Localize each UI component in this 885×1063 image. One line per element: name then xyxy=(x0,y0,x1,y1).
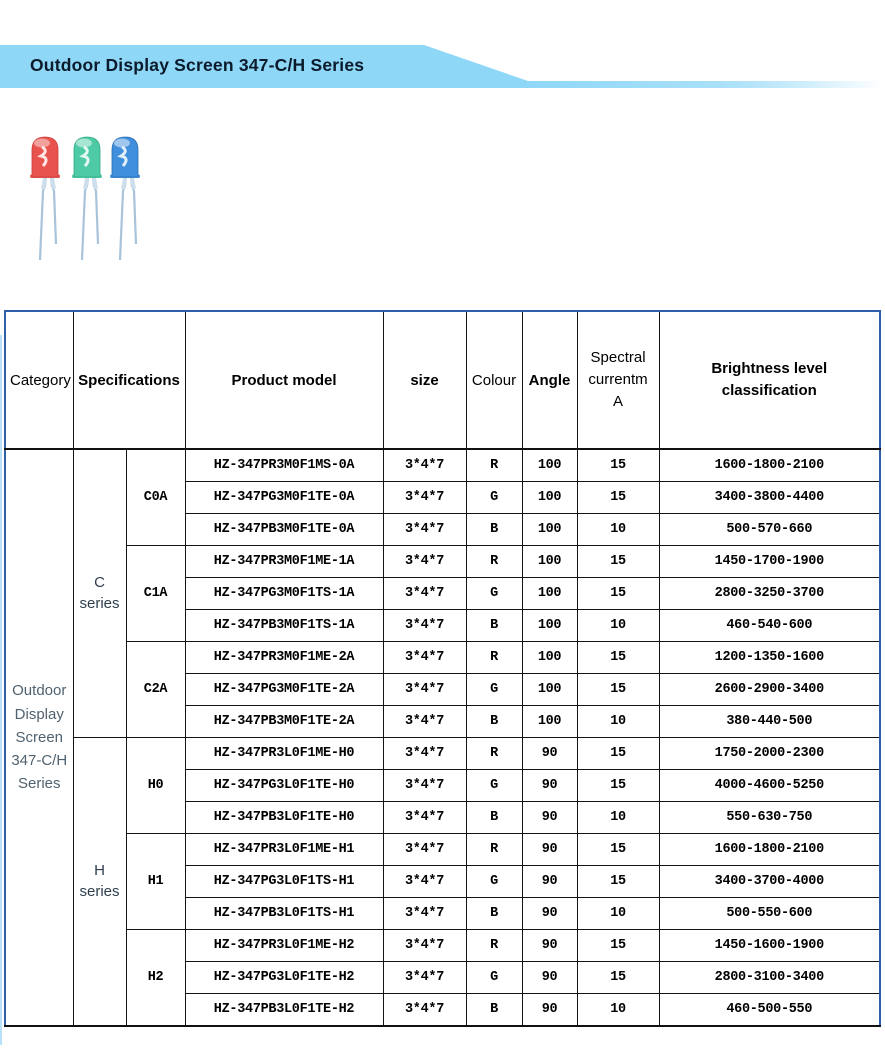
angle-cell: 100 xyxy=(522,578,577,610)
size-cell: 3*4*7 xyxy=(383,834,466,866)
model-cell: HZ-347PR3L0F1ME-H0 xyxy=(185,738,383,770)
col-header-spectral: Spectral currentmA xyxy=(577,311,659,449)
subgroup-cell-h1: H1 xyxy=(126,834,185,930)
spectral-cell: 15 xyxy=(577,770,659,802)
subgroup-cell-c2a: C2A xyxy=(126,642,185,738)
subgroup-cell-h2: H2 xyxy=(126,930,185,1027)
size-cell: 3*4*7 xyxy=(383,578,466,610)
colour-cell: R xyxy=(466,738,522,770)
spectral-cell: 10 xyxy=(577,802,659,834)
angle-cell: 100 xyxy=(522,449,577,482)
table-row xyxy=(5,738,880,770)
spectral-cell: 10 xyxy=(577,514,659,546)
spectral-cell: 15 xyxy=(577,930,659,962)
spectral-cell: 10 xyxy=(577,610,659,642)
angle-cell: 100 xyxy=(522,706,577,738)
blue-led-icon xyxy=(110,137,140,260)
brightness-cell: 1750-2000-2300 xyxy=(659,738,880,770)
spectral-cell: 10 xyxy=(577,898,659,930)
size-cell: 3*4*7 xyxy=(383,674,466,706)
model-cell: HZ-347PB3L0F1TE-H0 xyxy=(185,802,383,834)
series-cell-c: C series xyxy=(73,449,126,738)
col-header-colour: Colour xyxy=(466,311,522,449)
brightness-cell: 1200-1350-1600 xyxy=(659,642,880,674)
spectral-cell: 15 xyxy=(577,642,659,674)
size-cell: 3*4*7 xyxy=(383,546,466,578)
model-cell: HZ-347PG3L0F1TE-H0 xyxy=(185,770,383,802)
angle-cell: 90 xyxy=(522,770,577,802)
spectral-cell: 15 xyxy=(577,674,659,706)
model-cell: HZ-347PR3L0F1ME-H2 xyxy=(185,930,383,962)
size-cell: 3*4*7 xyxy=(383,642,466,674)
size-cell: 3*4*7 xyxy=(383,449,466,482)
size-cell: 3*4*7 xyxy=(383,930,466,962)
brightness-cell: 4000-4600-5250 xyxy=(659,770,880,802)
brightness-cell: 3400-3700-4000 xyxy=(659,866,880,898)
colour-cell: B xyxy=(466,706,522,738)
colour-cell: G xyxy=(466,482,522,514)
brightness-cell: 500-550-600 xyxy=(659,898,880,930)
angle-cell: 90 xyxy=(522,962,577,994)
brightness-cell: 1450-1700-1900 xyxy=(659,546,880,578)
angle-cell: 90 xyxy=(522,898,577,930)
table-row xyxy=(5,449,880,482)
brightness-cell: 1600-1800-2100 xyxy=(659,834,880,866)
spectral-cell: 10 xyxy=(577,994,659,1027)
angle-cell: 90 xyxy=(522,738,577,770)
table-row xyxy=(5,546,880,578)
green-led-icon xyxy=(72,137,102,260)
spectral-cell: 15 xyxy=(577,482,659,514)
angle-cell: 90 xyxy=(522,866,577,898)
table-row xyxy=(5,642,880,674)
size-cell: 3*4*7 xyxy=(383,514,466,546)
spectral-cell: 15 xyxy=(577,834,659,866)
brightness-cell: 2600-2900-3400 xyxy=(659,674,880,706)
model-cell: HZ-347PB3L0F1TE-H2 xyxy=(185,994,383,1027)
subgroup-cell-h0: H0 xyxy=(126,738,185,834)
colour-cell: R xyxy=(466,642,522,674)
colour-cell: G xyxy=(466,962,522,994)
colour-cell: B xyxy=(466,994,522,1027)
colour-cell: B xyxy=(466,898,522,930)
colour-cell: G xyxy=(466,770,522,802)
size-cell: 3*4*7 xyxy=(383,770,466,802)
model-cell: HZ-347PR3M0F1MS-0A xyxy=(185,449,383,482)
colour-cell: G xyxy=(466,674,522,706)
angle-cell: 100 xyxy=(522,642,577,674)
angle-cell: 100 xyxy=(522,546,577,578)
spectral-cell: 15 xyxy=(577,578,659,610)
colour-cell: B xyxy=(466,610,522,642)
spectral-cell: 15 xyxy=(577,738,659,770)
size-cell: 3*4*7 xyxy=(383,610,466,642)
angle-cell: 100 xyxy=(522,514,577,546)
table-row xyxy=(5,930,880,962)
subgroup-cell-c0a: C0A xyxy=(126,449,185,546)
angle-cell: 100 xyxy=(522,674,577,706)
angle-cell: 90 xyxy=(522,994,577,1027)
brightness-cell: 380-440-500 xyxy=(659,706,880,738)
colour-cell: G xyxy=(466,866,522,898)
angle-cell: 90 xyxy=(522,802,577,834)
model-cell: HZ-347PG3L0F1TS-H1 xyxy=(185,866,383,898)
page-edge-line xyxy=(0,335,2,1045)
size-cell: 3*4*7 xyxy=(383,962,466,994)
brightness-cell: 1600-1800-2100 xyxy=(659,449,880,482)
size-cell: 3*4*7 xyxy=(383,738,466,770)
model-cell: HZ-347PR3M0F1ME-2A xyxy=(185,642,383,674)
col-header-size: size xyxy=(383,311,466,449)
model-cell: HZ-347PB3M0F1TE-0A xyxy=(185,514,383,546)
header-row xyxy=(5,311,880,449)
spec-table xyxy=(4,310,881,1027)
col-header-category: Category xyxy=(5,311,73,449)
colour-cell: R xyxy=(466,834,522,866)
colour-cell: R xyxy=(466,930,522,962)
brightness-cell: 500-570-660 xyxy=(659,514,880,546)
colour-cell: R xyxy=(466,546,522,578)
col-header-brightness: Brightness level classification xyxy=(659,311,880,449)
spectral-cell: 15 xyxy=(577,866,659,898)
model-cell: HZ-347PG3M0F1TE-0A xyxy=(185,482,383,514)
red-led-icon xyxy=(30,137,60,260)
size-cell: 3*4*7 xyxy=(383,898,466,930)
brightness-cell: 1450-1600-1900 xyxy=(659,930,880,962)
brightness-cell: 460-540-600 xyxy=(659,610,880,642)
spectral-cell: 15 xyxy=(577,449,659,482)
model-cell: HZ-347PR3M0F1ME-1A xyxy=(185,546,383,578)
size-cell: 3*4*7 xyxy=(383,866,466,898)
model-cell: HZ-347PG3M0F1TS-1A xyxy=(185,578,383,610)
brightness-cell: 2800-3250-3700 xyxy=(659,578,880,610)
model-cell: HZ-347PB3M0F1TS-1A xyxy=(185,610,383,642)
model-cell: HZ-347PB3M0F1TE-2A xyxy=(185,706,383,738)
col-header-specifications: Specifications xyxy=(73,311,185,449)
brightness-cell: 460-500-550 xyxy=(659,994,880,1027)
size-cell: 3*4*7 xyxy=(383,706,466,738)
model-cell: HZ-347PG3M0F1TE-2A xyxy=(185,674,383,706)
table-row xyxy=(5,834,880,866)
brightness-cell: 2800-3100-3400 xyxy=(659,962,880,994)
size-cell: 3*4*7 xyxy=(383,802,466,834)
size-cell: 3*4*7 xyxy=(383,994,466,1027)
header-banner xyxy=(0,45,885,88)
spectral-cell: 15 xyxy=(577,546,659,578)
category-cell: Outdoor Display Screen 347-C/H Series xyxy=(5,449,73,1026)
model-cell: HZ-347PG3L0F1TE-H2 xyxy=(185,962,383,994)
colour-cell: R xyxy=(466,449,522,482)
led-product-image xyxy=(25,132,175,272)
col-header-angle: Angle xyxy=(522,311,577,449)
series-cell-h: H series xyxy=(73,738,126,1027)
subgroup-cell-c1a: C1A xyxy=(126,546,185,642)
colour-cell: B xyxy=(466,802,522,834)
brightness-cell: 550-630-750 xyxy=(659,802,880,834)
spectral-cell: 10 xyxy=(577,706,659,738)
size-cell: 3*4*7 xyxy=(383,482,466,514)
colour-cell: G xyxy=(466,578,522,610)
angle-cell: 90 xyxy=(522,930,577,962)
brightness-cell: 3400-3800-4400 xyxy=(659,482,880,514)
model-cell: HZ-347PB3L0F1TS-H1 xyxy=(185,898,383,930)
angle-cell: 90 xyxy=(522,834,577,866)
model-cell: HZ-347PR3L0F1ME-H1 xyxy=(185,834,383,866)
angle-cell: 100 xyxy=(522,482,577,514)
col-header-product-model: Product model xyxy=(185,311,383,449)
colour-cell: B xyxy=(466,514,522,546)
spectral-cell: 15 xyxy=(577,962,659,994)
page-title: Outdoor Display Screen 347-C/H Series xyxy=(30,54,365,75)
angle-cell: 100 xyxy=(522,610,577,642)
